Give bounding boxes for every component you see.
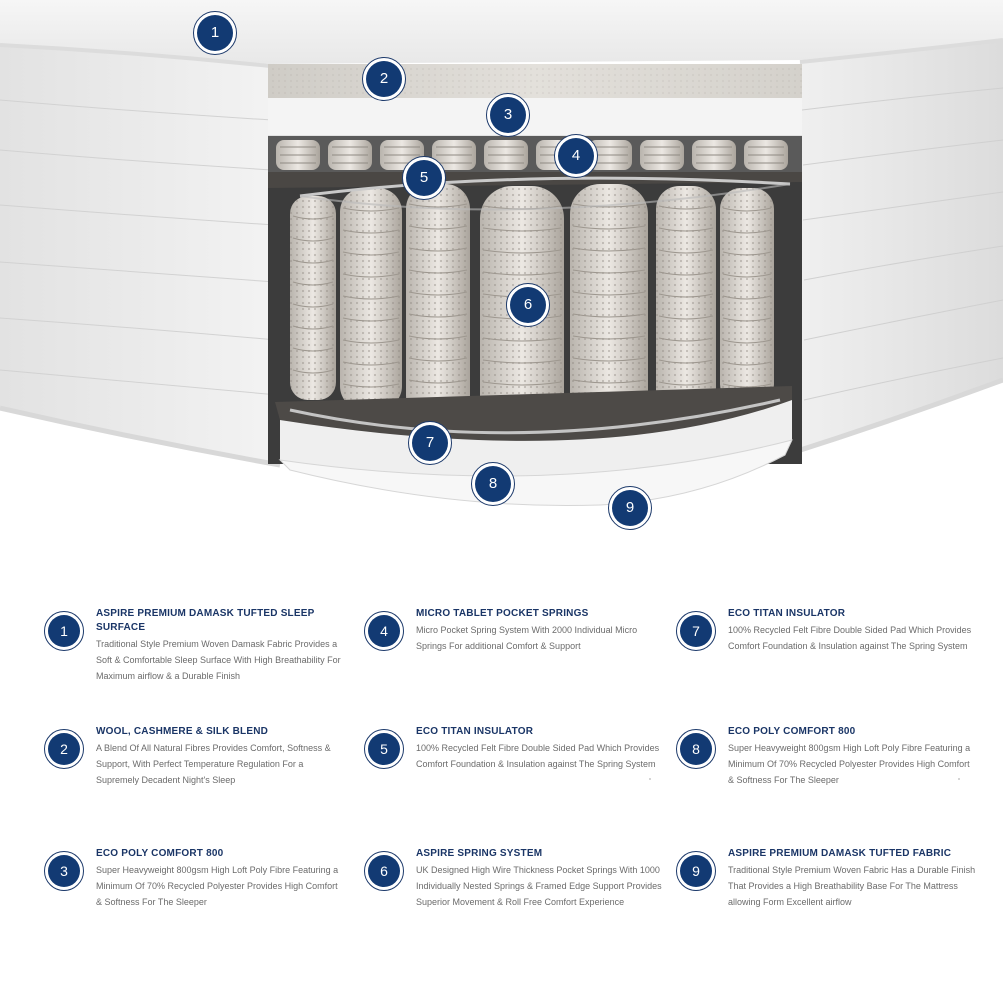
marker-4: 4 [554,134,598,178]
legend-title: ECO POLY COMFORT 800 [96,848,224,859]
pocket-spring-mesh [290,196,336,400]
decorative-dot [649,778,651,780]
marker-1: 1 [193,11,237,55]
legend-title: ASPIRE PREMIUM DAMASK TUFTED SLEEP SURFACE [96,608,315,633]
legend-title: ECO TITAN INSULATOR [416,726,534,737]
legend-description: Micro Pocket Spring System With 2000 Individual Micro Springs For additional Comfort & Support [416,625,638,651]
decorative-dot [958,778,960,780]
legend-description: A Blend Of All Natural Fibres Provides Comfort, Softness & Support, With Perfect Temperature Regulation For a Supremely Decadent Night's Sleep [96,743,331,785]
legend-badge: 5 [364,729,404,769]
legend-badge: 9 [676,851,716,891]
legend-title: ECO TITAN INSULATOR [728,608,846,619]
legend-badge: 1 [44,611,84,651]
legend-badge: 7 [676,611,716,651]
legend-description: Traditional Style Premium Woven Fabric Has a Durable Finish That Provides a High Breathability Base For The Mattress allowing Form Excellent airflow [728,865,976,907]
marker-9: 9 [608,486,652,530]
legend-title: MICRO TABLET POCKET SPRINGS [416,608,589,619]
marker-2: 2 [362,57,406,101]
legend-title: WOOL, CASHMERE & SILK BLEND [96,726,269,737]
legend-description: Super Heavyweight 800gsm High Loft Poly Fibre Featuring a Minimum Of 70% Recycled Polyester Provides High Comfort & Softness For The Sleeper [96,865,339,907]
marker-6: 6 [506,283,550,327]
legend-description: 100% Recycled Felt Fibre Double Sided Pad Which Provides Comfort Foundation & Insulation against The Spring System [416,743,660,769]
pocket-spring-mesh [720,188,774,405]
legend-badge: 4 [364,611,404,651]
marker-5: 5 [402,156,446,200]
legend-description: Traditional Style Premium Woven Damask Fabric Provides a Soft & Comfortable Sleep Surface With High Breathability For Maximum airflow & a Durable Finish [96,639,341,681]
legend-badge: 3 [44,851,84,891]
legend-title: ASPIRE SPRING SYSTEM [416,848,543,859]
legend-badge: 6 [364,851,404,891]
marker-3: 3 [486,93,530,137]
legend-badge: 8 [676,729,716,769]
marker-7: 7 [408,421,452,465]
legend-badge: 2 [44,729,84,769]
pocket-spring-mesh [406,184,470,420]
marker-8: 8 [471,462,515,506]
legend-description: UK Designed High Wire Thickness Pocket Springs With 1000 Individually Nested Springs & Framed Edge Support Provides Superior Movement & Roll Free Comfort Experience [416,865,662,907]
legend-description: Super Heavyweight 800gsm High Loft Poly Fibre Featuring a Minimum Of 70% Recycled Polyester Provides High Comfort & Softness For The Sleeper [728,743,971,785]
legend-title: ECO POLY COMFORT 800 [728,726,856,737]
legend-description: 100% Recycled Felt Fibre Double Sided Pad Which Provides Comfort Foundation & Insulation against The Spring System [728,625,972,651]
legend-title: ASPIRE PREMIUM DAMASK TUFTED FABRIC [728,848,952,859]
